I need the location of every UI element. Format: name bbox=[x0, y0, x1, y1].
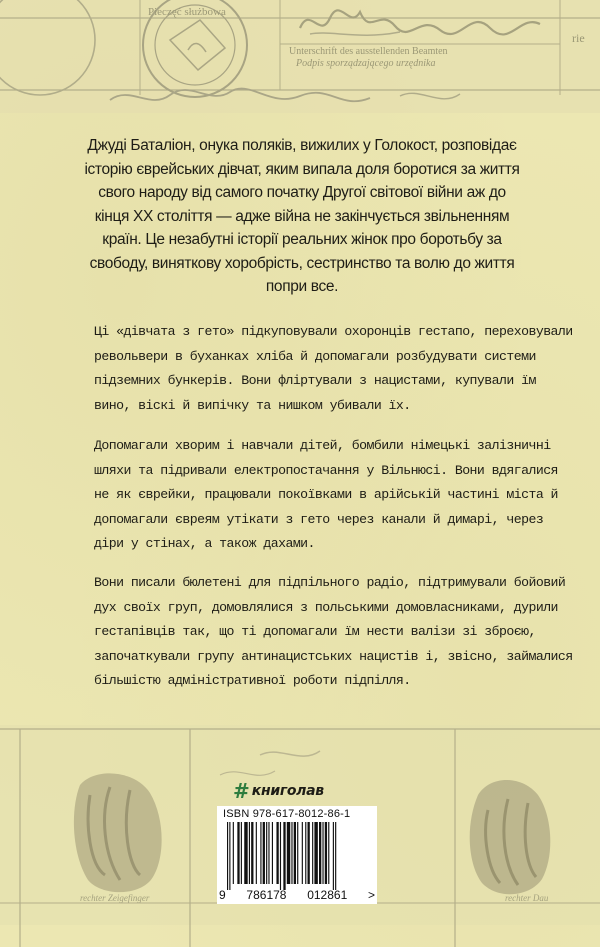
barcode-graphic bbox=[225, 822, 369, 890]
barcode-bar bbox=[227, 822, 228, 890]
barcode-bar bbox=[325, 822, 327, 884]
body-paragraph-3: Вони писали бюлетені для підпільного радіо, підтримували бойовий дух своїх груп, домовлялися з польськими домовласниками, дурили гестапівців так, що ті допомагали їм нести валізи зі зброєю, започаткували групу антинацистських нацистів і, звісно, займалися більшістю адміністративної роботи підпілля. bbox=[94, 575, 573, 688]
barcode-bar bbox=[280, 822, 281, 890]
right-fingerprint-caption: rechter Dau bbox=[505, 893, 549, 903]
barcode-bar bbox=[328, 822, 329, 884]
barcode-bar bbox=[319, 822, 321, 884]
barcode-bar bbox=[260, 822, 261, 884]
publisher-name: книголав bbox=[251, 783, 324, 799]
ean-group-2: 012861 bbox=[307, 888, 348, 902]
left-fingerprint-graphic bbox=[74, 773, 162, 892]
barcode-bar bbox=[233, 822, 234, 884]
barcode-bar bbox=[241, 822, 242, 884]
barcode-bar bbox=[237, 822, 239, 884]
barcode-bar bbox=[335, 822, 336, 890]
ean-end-mark: > bbox=[367, 888, 375, 902]
barcode-bar bbox=[251, 822, 253, 884]
body-paragraph-1: Ці «дівчата з гето» підкуповували охоронців гестапо, переховували револьвери в буханках хліба й допомагали розбудувати системи підземних бункерів. Вони фліртували з нацистами, купували їм вино, віскі й випічку та нишком убивали їх. bbox=[94, 324, 573, 413]
barcode-bar bbox=[256, 822, 257, 884]
barcode-bar bbox=[305, 822, 306, 884]
intro-paragraph: Джуді Баталіон, онука поляків, вижилих у Голокост, розповідає історію єврейських дівчат, яким випала доля боротися за життя свого народу від самого початку Другої світової війни аж до кінця XX століття — адже війна не закінчується звільненням країн. Це незабутні історії реальних жінок про боротьбу за свободу, виняткову хоробрість, сестринство та волю до життя попри все. bbox=[84, 137, 520, 295]
barcode-bar bbox=[294, 822, 296, 884]
signature-caption-german: Unterschrift des ausstellenden Beamten bbox=[289, 46, 448, 57]
barcode-bar bbox=[272, 822, 273, 884]
barcode-bar bbox=[312, 822, 313, 884]
ean-first-digit: 9 bbox=[219, 888, 226, 902]
right-fingerprint-graphic bbox=[470, 780, 551, 894]
publisher-logo bbox=[233, 780, 324, 802]
archival-document-top bbox=[0, 0, 600, 140]
ean-digits bbox=[217, 888, 377, 902]
barcode-bar bbox=[287, 822, 290, 884]
barcode-bar bbox=[322, 822, 323, 884]
barcode-bar bbox=[291, 822, 292, 884]
barcode-bar bbox=[302, 822, 303, 884]
isbn-label: ISBN 978-617-8012-86-1 bbox=[223, 808, 351, 820]
body-paragraph-2: Допомагали хворим і навчали дітей, бомбили німецькі залізничні шляхи та підривали електропостачання у Вільнюсі. Вони вдягалися не як єврейки, працювали покоївками в арійській частині міста й допомагали євреям утікати з гето через канали й димарі, через діри у стінах, а також дахами. bbox=[94, 438, 558, 551]
signature-caption-polish: Podpis sporządzającego urzędnika bbox=[296, 58, 436, 69]
barcode-bar bbox=[266, 822, 267, 884]
side-fragment-text: rie bbox=[572, 31, 585, 45]
left-fingerprint-caption: rechter Zeigefinger bbox=[80, 893, 150, 903]
barcode-bar bbox=[314, 822, 317, 884]
barcode-bar bbox=[263, 822, 265, 884]
stamp-label: Pieczęć służbowa bbox=[148, 6, 226, 18]
isbn-barcode-block bbox=[217, 806, 377, 904]
barcode-bar bbox=[333, 822, 334, 890]
barcode-bar bbox=[268, 822, 269, 884]
barcode-bar bbox=[276, 822, 278, 884]
barcode-bar bbox=[297, 822, 298, 884]
barcode-bar bbox=[308, 822, 310, 884]
ean-group-1: 786178 bbox=[246, 888, 287, 902]
barcode-bar bbox=[249, 822, 250, 884]
barcode-bar bbox=[229, 822, 230, 890]
hashtag-icon: # bbox=[233, 779, 250, 803]
barcode-bar bbox=[244, 822, 247, 884]
archival-document-graphic bbox=[0, 0, 600, 140]
barcode-bar bbox=[283, 822, 285, 890]
